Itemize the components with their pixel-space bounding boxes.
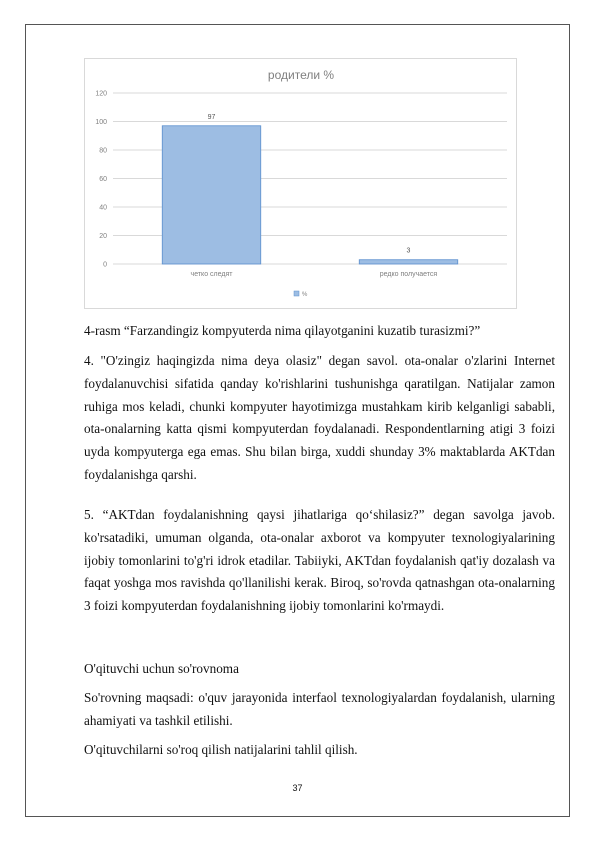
x-tick-label: четко следят — [190, 271, 233, 278]
y-tick-label: 0 — [103, 261, 107, 269]
legend — [294, 291, 308, 298]
y-tick-label: 40 — [99, 204, 107, 212]
bar — [359, 260, 458, 264]
chart-svg — [85, 59, 518, 310]
paragraph-6: So'rovning maqsadi: o'quv jarayonida interfaol texnologiyalardan foydalanish, ularning ahamiyati va tashkil etilishi. — [84, 690, 555, 728]
section-heading: O'qituvchi uchun so'rovnoma — [84, 661, 239, 676]
y-tick-label: 100 — [95, 119, 107, 126]
bar — [162, 126, 261, 264]
legend-label: % — [302, 292, 308, 298]
x-tick-label: редко получается — [379, 271, 438, 278]
bars — [162, 114, 458, 264]
page-number: 37 — [292, 783, 303, 793]
y-tick-label: 60 — [99, 176, 107, 183]
y-tick-label: 120 — [95, 90, 107, 98]
legend-swatch — [294, 291, 299, 296]
chart-title: родители % — [267, 68, 335, 82]
y-tick-label: 20 — [99, 233, 107, 240]
data-label: 3 — [406, 247, 411, 255]
paragraph-5: 5. “AKTdan foydalanishning qaysi jihatlariga qo‘shilasiz?” degan savolga javob. ko'rsatadiki, umuman olganda, ota-onalar axborot va kompyuter texnologiyalarining ijobiy tomonlarini to'g'ri idrok etadilar. Tabiiyki, AKTdan foydalanish qat'iy dozalash va faqat yoshga mos ravishda qo'llanilishi kerak. Biroq, so'rovda qatnashgan ota-onalarning 3 foizi kompyuterdan foydalanishning ijobiy tomonlarini ko'rmaydi. — [84, 507, 555, 614]
paragraph-4: 4. "O'zingiz haqingizda nima deya olasiz" degan savol. ota-onalar o'zlarini Internet foydalanuvchisi sifatida qanday ko'rishlarini tushunishga qaratilgan. Natijalar zamon ruhiga mos keladi, chunki kompyuter hayotimizga mustahkam kirib kelganligi sababli, ota-onalarning katta qismi kompyuterdan foydalanadi. Respondentlarning atigi 3 foizi uyda kompyuterga ega emas. Shu bilan birga, xuddi shunday 3% maktablarda AKTdan foydalanishga qarshi. — [84, 353, 555, 482]
y-tick-label: 80 — [99, 147, 107, 155]
paragraph-7: O'qituvchilarni so'roq qilish natijalarini tahlil qilish. — [84, 742, 358, 757]
axis-ticks — [95, 91, 437, 279]
figure-caption: 4-rasm “Farzandingiz kompyuterda nima qilayotganini kuzatib turasizmi?” — [84, 323, 481, 338]
bar-chart — [84, 58, 517, 309]
data-label: 97 — [207, 113, 216, 121]
